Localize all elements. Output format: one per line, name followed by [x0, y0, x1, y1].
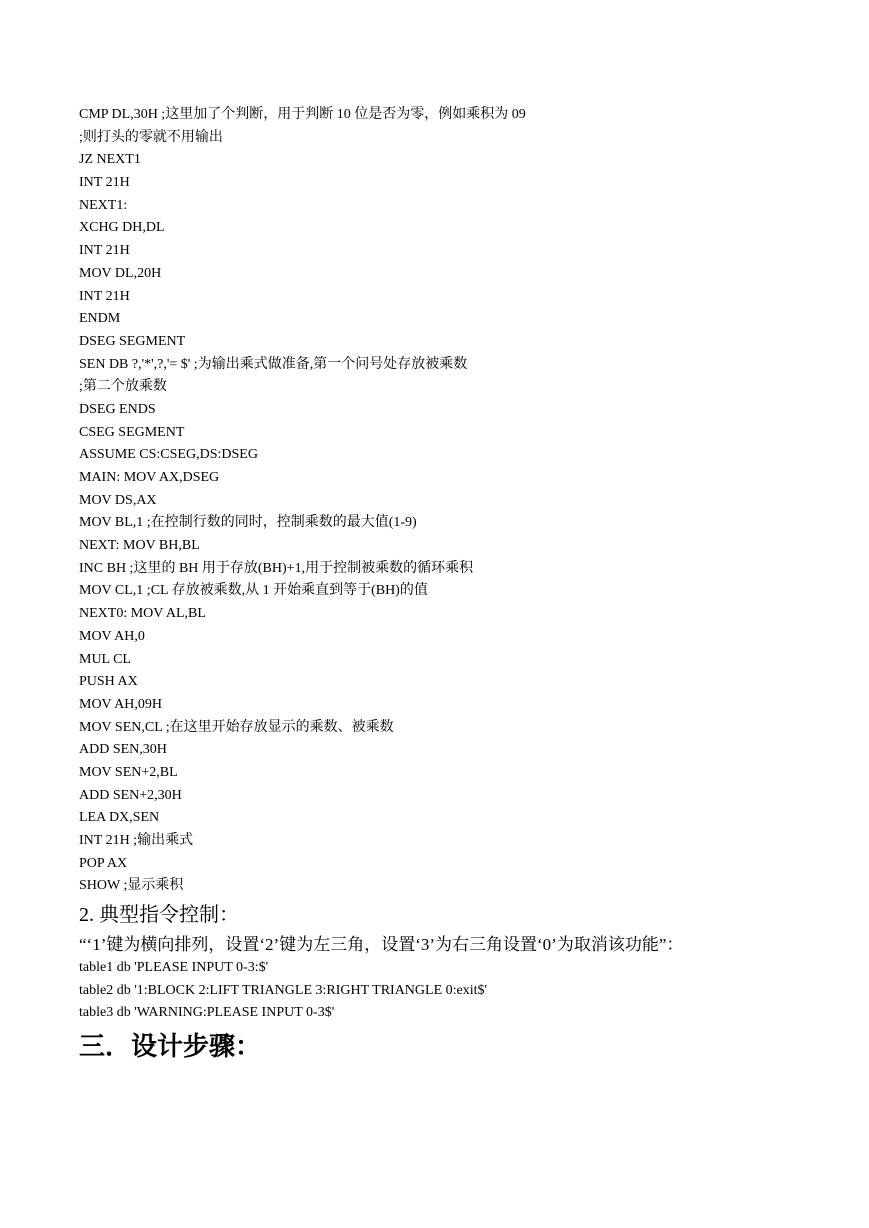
code-line: MOV AH,0 — [79, 628, 145, 644]
code-block — [79, 104, 799, 898]
code-line: MOV SEN,CL ;在这里开始存放显示的乘数、被乘数 — [79, 719, 394, 735]
code-line: XCHG DH,DL — [79, 220, 165, 236]
code-line: INT 21H ;输出乘式 — [79, 833, 194, 848]
code-line: PUSH AX — [79, 674, 138, 690]
code-line: MUL CL — [79, 651, 131, 667]
code-line: MOV CL,1 ;CL 存放被乘数,从 1 开始乘直到等于(BH)的值 — [79, 583, 428, 599]
code-line: DSEG SEGMENT — [79, 333, 186, 349]
code-line: ADD SEN,30H — [79, 742, 167, 758]
section-3-heading: 三．设计步骤： — [79, 1032, 262, 1062]
code-line: SEN DB ?,'*',?,'= $' ;为输出乘式做准备,第一个问号处存放被乘数 — [79, 356, 468, 372]
code-line: INC BH ;这里的 BH 用于存放(BH)+1,用于控制被乘数的循环乘积 — [79, 560, 474, 576]
code-line: INT 21H — [79, 175, 130, 191]
code-line: CSEG SEGMENT — [79, 424, 185, 440]
code-line: ADD SEN+2,30H — [79, 787, 182, 803]
table-definitions — [79, 957, 799, 1025]
code-line: CMP DL,30H ;这里加了个判断，用于判断 10 位是否为零，例如乘积为 09 — [79, 107, 526, 122]
table-definition-line: table2 db '1:BLOCK 2:LIFT TRIANGLE 3:RIGHT TRIANGLE 0:exit$' — [79, 982, 488, 998]
code-line: NEXT0: MOV AL,BL — [79, 606, 206, 622]
code-line: JZ NEXT1 — [79, 152, 141, 168]
code-line: INT 21H — [79, 243, 130, 259]
code-line: MOV SEN+2,BL — [79, 764, 178, 780]
code-line: INT 21H — [79, 288, 130, 304]
code-line: ENDM — [79, 311, 121, 327]
code-line: MAIN: MOV AX,DSEG — [79, 470, 220, 485]
code-line: NEXT: MOV BH,BL — [79, 538, 200, 554]
code-line: ;则打头的零就不用输出 — [79, 129, 223, 145]
code-line: MOV BL,1 ;在控制行数的同时，控制乘数的最大值(1-9) — [79, 515, 417, 531]
section-2-paragraph: “‘1’键为横向排列，设置‘2’键为左三角，设置‘3’为右三角设置‘0’为取消该功能”： — [79, 935, 684, 955]
document-page — [79, 104, 799, 1065]
code-line: MOV DS,AX — [79, 492, 157, 508]
code-line: NEXT1: — [79, 197, 128, 213]
code-line: POP AX — [79, 855, 128, 871]
table-definition-line: table1 db 'PLEASE INPUT 0-3:$' — [79, 960, 269, 976]
section-2-heading: 2. 典型指令控制： — [79, 904, 239, 927]
code-line: MOV DL,20H — [79, 265, 162, 281]
code-line: DSEG ENDS — [79, 401, 156, 417]
code-line: MOV AH,09H — [79, 696, 162, 712]
code-line: LEA DX,SEN — [79, 810, 160, 826]
table-definition-line: table3 db 'WARNING:PLEASE INPUT 0-3$' — [79, 1005, 335, 1021]
code-line: ASSUME CS:CSEG,DS:DSEG — [79, 447, 258, 463]
code-line: SHOW ;显示乘积 — [79, 878, 184, 894]
code-line: ;第二个放乘数 — [79, 379, 167, 395]
